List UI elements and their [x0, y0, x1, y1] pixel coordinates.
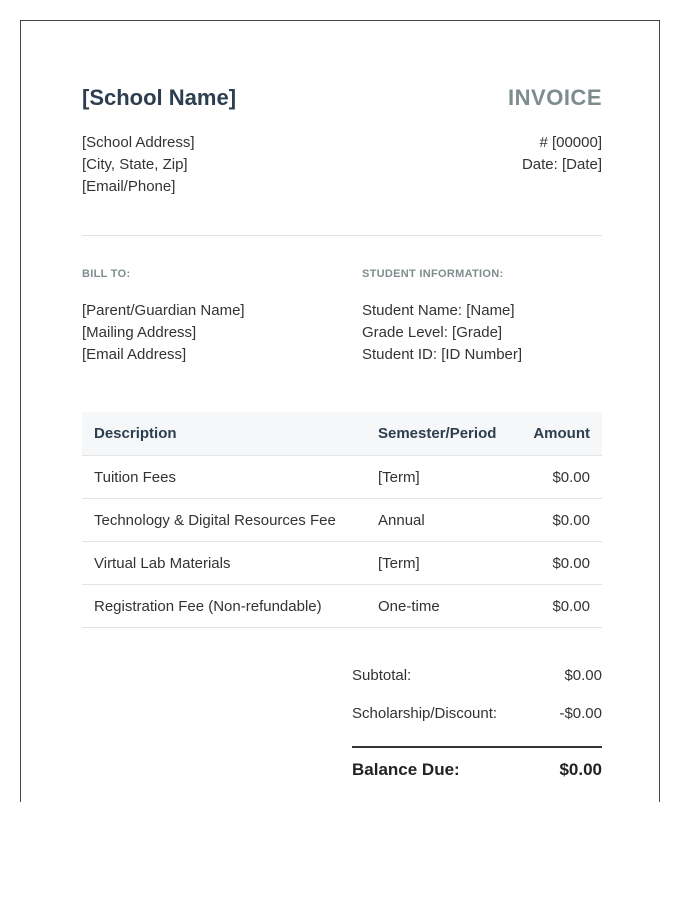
student-name: Student Name: [Name]: [362, 302, 515, 319]
row-period: Annual: [366, 499, 521, 542]
bill-to-label: BILL TO:: [82, 268, 131, 280]
row-description: Tuition Fees: [82, 456, 366, 499]
row-amount: $0.00: [521, 499, 602, 542]
line-items-table: [82, 412, 602, 628]
row-period: One-time: [366, 585, 521, 628]
bill-to-block: [82, 300, 245, 366]
invoice-date: Date: [Date]: [521, 156, 602, 173]
school-contact: [Email/Phone]: [82, 178, 176, 195]
subtotal-label: Subtotal:: [352, 667, 412, 684]
discount-row: [352, 699, 602, 737]
header-amount: Amount: [521, 412, 602, 456]
row-amount: $0.00: [521, 542, 602, 585]
school-city-state-zip: [City, State, Zip]: [82, 156, 188, 173]
invoice-meta-block: [522, 132, 602, 176]
invoice-header: [82, 85, 602, 115]
row-description: Registration Fee (Non-refundable): [82, 585, 366, 628]
subtotal-row: [352, 661, 602, 699]
table-row: [82, 585, 602, 628]
row-period: [Term]: [366, 542, 521, 585]
invoice-page: [20, 20, 660, 802]
school-name: [School Name]: [82, 85, 237, 110]
row-description: Virtual Lab Materials: [82, 542, 366, 585]
balance-due-value: $0.00: [559, 760, 602, 779]
header-period: Semester/Period: [366, 412, 521, 456]
school-address-block: [82, 132, 195, 198]
discount-label: Scholarship/Discount:: [352, 705, 498, 722]
student-id: Student ID: [ID Number]: [362, 346, 523, 363]
balance-due-row: [352, 760, 602, 782]
school-address: [School Address]: [82, 134, 195, 151]
table-row: [82, 499, 602, 542]
header-description: Description: [82, 412, 366, 456]
table-row: [82, 542, 602, 585]
invoice-title: INVOICE: [508, 85, 602, 110]
mailing-address: [Mailing Address]: [82, 324, 197, 341]
table-row: [82, 456, 602, 499]
grade-level: Grade Level: [Grade]: [362, 324, 503, 341]
row-amount: $0.00: [521, 456, 602, 499]
invoice-number: # [00000]: [539, 134, 602, 151]
row-description: Technology & Digital Resources Fee: [82, 499, 366, 542]
totals-block: [352, 661, 602, 779]
email-address: [Email Address]: [82, 346, 187, 363]
totals-divider: [352, 746, 602, 748]
header-divider: [82, 235, 602, 236]
row-period: [Term]: [366, 456, 521, 499]
balance-due-label: Balance Due:: [352, 760, 460, 779]
table-header-row: [82, 412, 602, 456]
subtotal-value: $0.00: [564, 667, 602, 684]
student-info-label: STUDENT INFORMATION:: [362, 268, 504, 280]
row-amount: $0.00: [521, 585, 602, 628]
guardian-name: [Parent/Guardian Name]: [82, 302, 245, 319]
discount-value: -$0.00: [559, 705, 602, 722]
student-info-block: [362, 300, 522, 366]
